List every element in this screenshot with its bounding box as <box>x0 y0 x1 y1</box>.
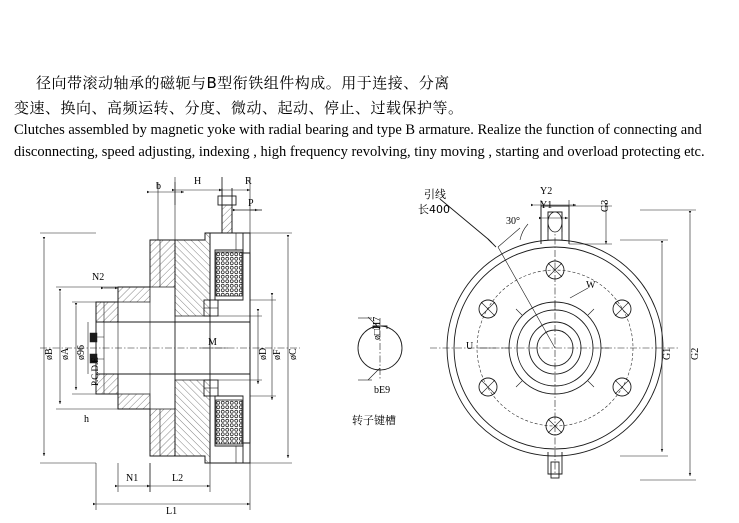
dim-phiA: øA <box>60 347 71 360</box>
dim-phiC: øC <box>288 348 299 360</box>
dim-phiD: øD <box>258 347 269 360</box>
front-view-geometry <box>430 199 696 480</box>
dim-H: H <box>194 176 202 187</box>
lead-length-label: 长400 <box>418 203 450 216</box>
dim-h: h <box>84 414 89 425</box>
dim-N2: N2 <box>92 272 105 283</box>
keyway-bore-label: ø□H7 <box>372 316 383 340</box>
dim-N1: N1 <box>126 473 139 484</box>
dim-b-top: b <box>156 181 161 192</box>
description-zh-line2: 变速、换向、高频运转、分度、微动、起动、停止、过载保护等。 <box>14 99 464 117</box>
dim-L1: L1 <box>166 506 178 517</box>
dim-W: W <box>586 280 596 291</box>
section-view-geometry <box>40 177 300 510</box>
angle-label: 30° <box>506 216 520 227</box>
description-en-line1: Clutches assembled by magnetic yoke with radial bearing and type B armature. Realize the function of connecting and <box>14 122 702 138</box>
dim-Y1: Y1 <box>540 200 553 211</box>
dim-U: U <box>466 341 474 352</box>
dim-P: P <box>248 198 254 209</box>
lead-label: 引线 <box>424 188 446 201</box>
keyway-key-label: bE9 <box>374 385 391 396</box>
dim-Y2: Y2 <box>540 186 553 197</box>
dim-G3: G3 <box>600 199 611 212</box>
dim-G2: G2 <box>690 347 701 360</box>
keyway-caption: 转子键槽 <box>352 414 396 427</box>
dim-R: R <box>245 176 252 187</box>
dim-G1: G1 <box>662 347 673 360</box>
dim-L2: L2 <box>172 473 184 484</box>
description-zh-line1: 径向带滚动轴承的磁轭与B型衔铁组件构成。用于连接、分离 <box>36 74 450 92</box>
dim-phiF: øF <box>272 349 283 360</box>
dim-phi96: ø96 <box>76 345 87 360</box>
dim-phiB: øB <box>44 348 55 360</box>
description-en-line2: disconnecting, speed adjusting, indexing , high frequency revolving, tiny moving , starting and overload protecting etc. <box>14 144 705 160</box>
dim-pcd: P.C.D.E <box>90 357 100 386</box>
dim-M: M <box>208 337 217 348</box>
